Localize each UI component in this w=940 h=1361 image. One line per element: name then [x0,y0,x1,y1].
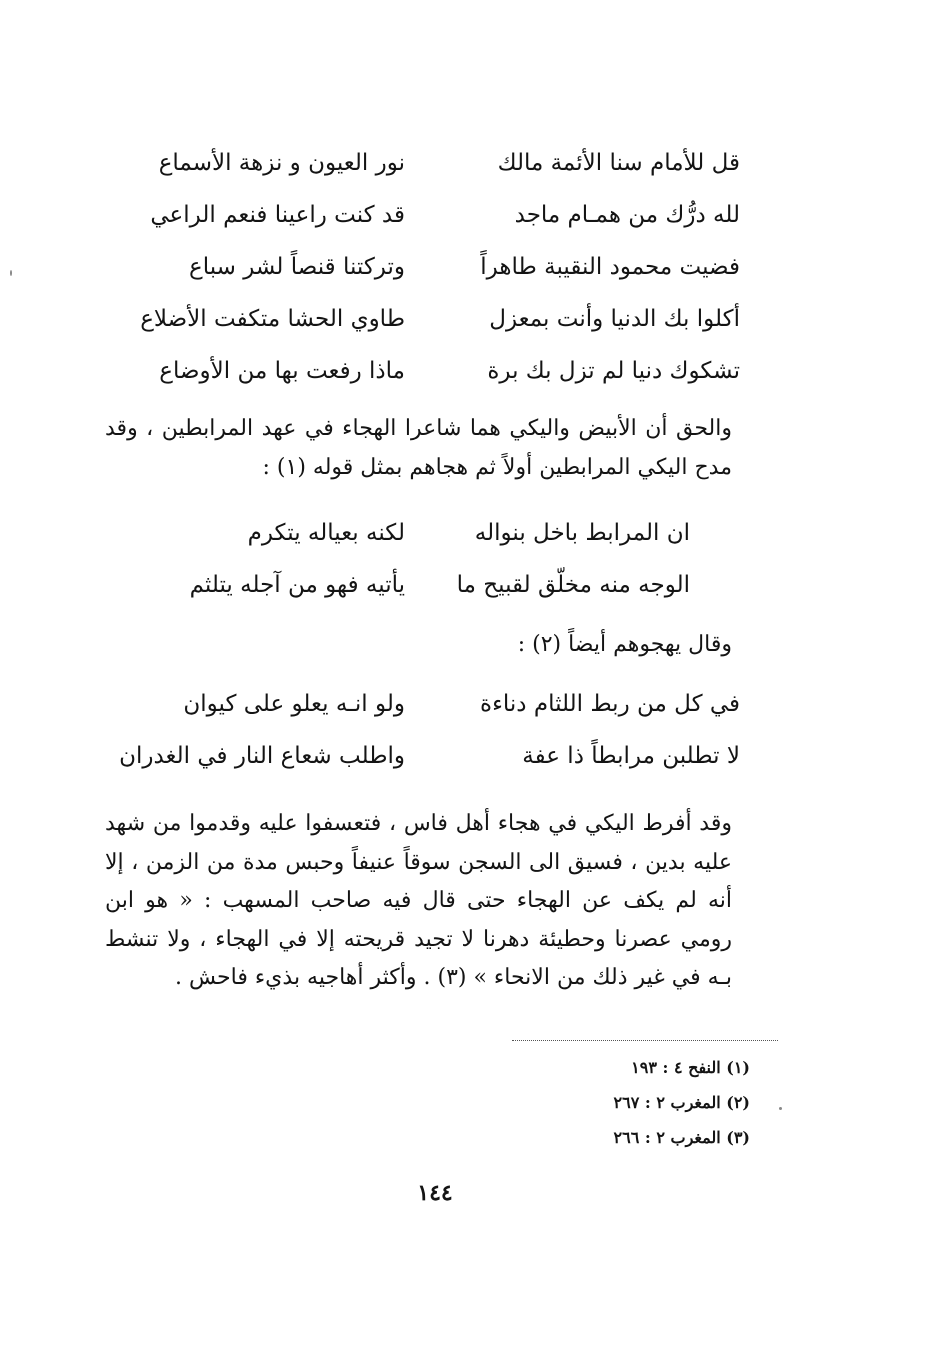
scan-speck [10,270,12,276]
verse-second-hemistich: قد كنت راعينا فنعم الراعي [150,202,405,228]
page-number: ١٤٤ [417,1180,453,1206]
verse-first-hemistich: أكلوا بك الدنيا وأنت بمعزل [489,306,740,332]
verse-line [130,247,740,299]
paragraph-2: وقد أفرط اليكي في هجاء أهل فاس ، فتعسفوا عليه وقدموا من شهد عليه بدين ، فسيق الى السجن سوقاً عنيفاً وحبس مدة من الزمن ، إلا أنه لم يكف عن الهجاء حتى قال فيه صاحب المسهب : « هو ابن رومي عصرنا وحطيئة دهرنا لا تجيد قريحته إلا في الهجاء ، ولا تنشط بـه في غير ذلك من الانحاء » (٣) . وأكثر أهاجيه بذيء فاحش . [105,811,732,990]
verse-line [130,299,740,351]
verse-first-hemistich: تشكوك دنيا لم تزل بك برة [487,358,740,384]
footnote-divider [512,1040,778,1041]
verse-first-hemistich: فضيت محمود النقيبة طاهراً [480,254,740,280]
verse-second-hemistich: لكنه بعياله يتكرم [247,520,405,546]
verse-first-hemistich: لا تطلبن مرابطاً ذا عفة [522,743,740,769]
verse-second-hemistich: نور العيون و نزهة الأسماع [158,150,405,176]
footnote-item: (١) النفح ٤ : ١٩٣ [631,1058,750,1077]
verse-first-hemistich: ان المرابط باخل بنواله [474,520,690,546]
verse-intro: وقال يهجوهم أيضاً (٢) : [517,632,732,657]
poem-block-3 [119,684,740,788]
verse-first-hemistich: قل للأمام سنا الأئمة مالك [497,150,740,176]
verse-first-hemistich: في كل من ربط اللثام دناءة [480,691,740,717]
verse-line [130,513,740,565]
verse-line [130,143,740,195]
verse-first-hemistich: لله درُّك من همـام ماجد [514,202,740,228]
poem-block-1 [130,143,740,403]
verse-line [130,565,740,617]
verse-line [130,351,740,403]
verse-second-hemistich: يأتيه فهو من آجله يتلثم [189,572,405,598]
verse-line [130,684,740,736]
verse-first-hemistich: الوجه منه مخلّق لقبيح ما [456,572,690,598]
scan-speck [779,1107,782,1110]
verse-second-hemistich: ماذا رفعت بها من الأوضاع [159,358,405,384]
footnote-item: (٢) المغرب ٢ : ٢٦٧ [613,1093,750,1112]
footnotes [614,1050,750,1155]
verse-line [130,195,740,247]
verse-second-hemistich: وتركتنا قنصاً لشر سباع [188,254,405,280]
verse-line [119,736,740,788]
poem-block-2 [130,513,740,617]
verse-second-hemistich: ولو انـه يعلو على كيوان [183,691,405,717]
footnote-item: (٣) المغرب ٢ : ٢٦٦ [613,1128,750,1147]
verse-second-hemistich: طاوي الحشا متكفت الأضلاع [140,306,405,332]
verse-second-hemistich: واطلب شعاع النار في الغدران [119,743,405,769]
paragraph-1: والحق أن الأبيض واليكي هما شاعرا الهجاء في عهد المرابطين ، وقد مدح اليكي المرابطين أولاً ثم هجاهم بمثل قوله (١) : [105,416,732,480]
